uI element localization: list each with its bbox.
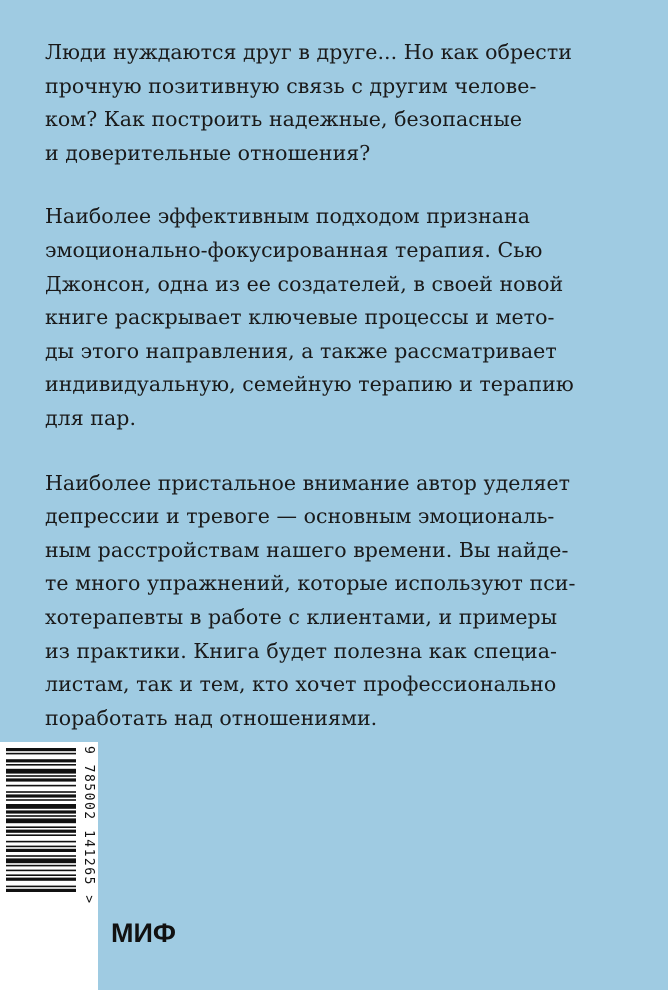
text-line: Люди нуждаются друг в друге... Но как обрести [45,40,572,64]
text-line: для пар. [45,405,137,430]
barcode-digits: 9 785002 141265 > [81,746,96,905]
text-line: депрессии и тревоге — основным эмоциональ- [45,504,555,529]
isbn-barcode [0,742,98,990]
paragraph-1 [45,36,645,170]
text-line: Наиболее эффективным подходом признана [45,204,531,229]
text-line: ным расстройствам нашего времени. Вы найде- [45,537,569,562]
text-line: эмоционально-фокусированная терапия. Сью [45,237,543,262]
back-cover-text [45,36,645,735]
paragraph-2 [45,200,645,435]
text-line: Джонсон, одна из ее создателей, в своей новой [45,271,564,296]
barcode-bars [0,742,80,990]
publisher-logo: МИФ [111,918,176,948]
text-line: поработать над отношениями. [45,705,378,730]
text-line: ком? Как построить надежные, безопасные [45,107,523,132]
text-line: те много упражнений, которые используют пси- [45,571,576,596]
text-line: Наиболее пристальное внимание автор уделяет [45,470,571,495]
text-line: книге раскрывает ключевые процессы и мето- [45,305,555,330]
text-line: прочную позитивную связь с другим челове- [45,73,537,98]
paragraph-3 [45,467,645,736]
text-line: ды этого направления, а также рассматривает [45,338,557,363]
text-line: хотерапевты в работе с клиентами, и примеры [45,604,558,629]
text-line: листам, так и тем, кто хочет профессионально [45,672,557,697]
text-line: индивидуальную, семейную терапию и терапию [45,372,574,397]
text-line: и доверительные отношения? [45,140,371,165]
text-line: из практики. Книга будет полезна как специа- [45,638,557,663]
